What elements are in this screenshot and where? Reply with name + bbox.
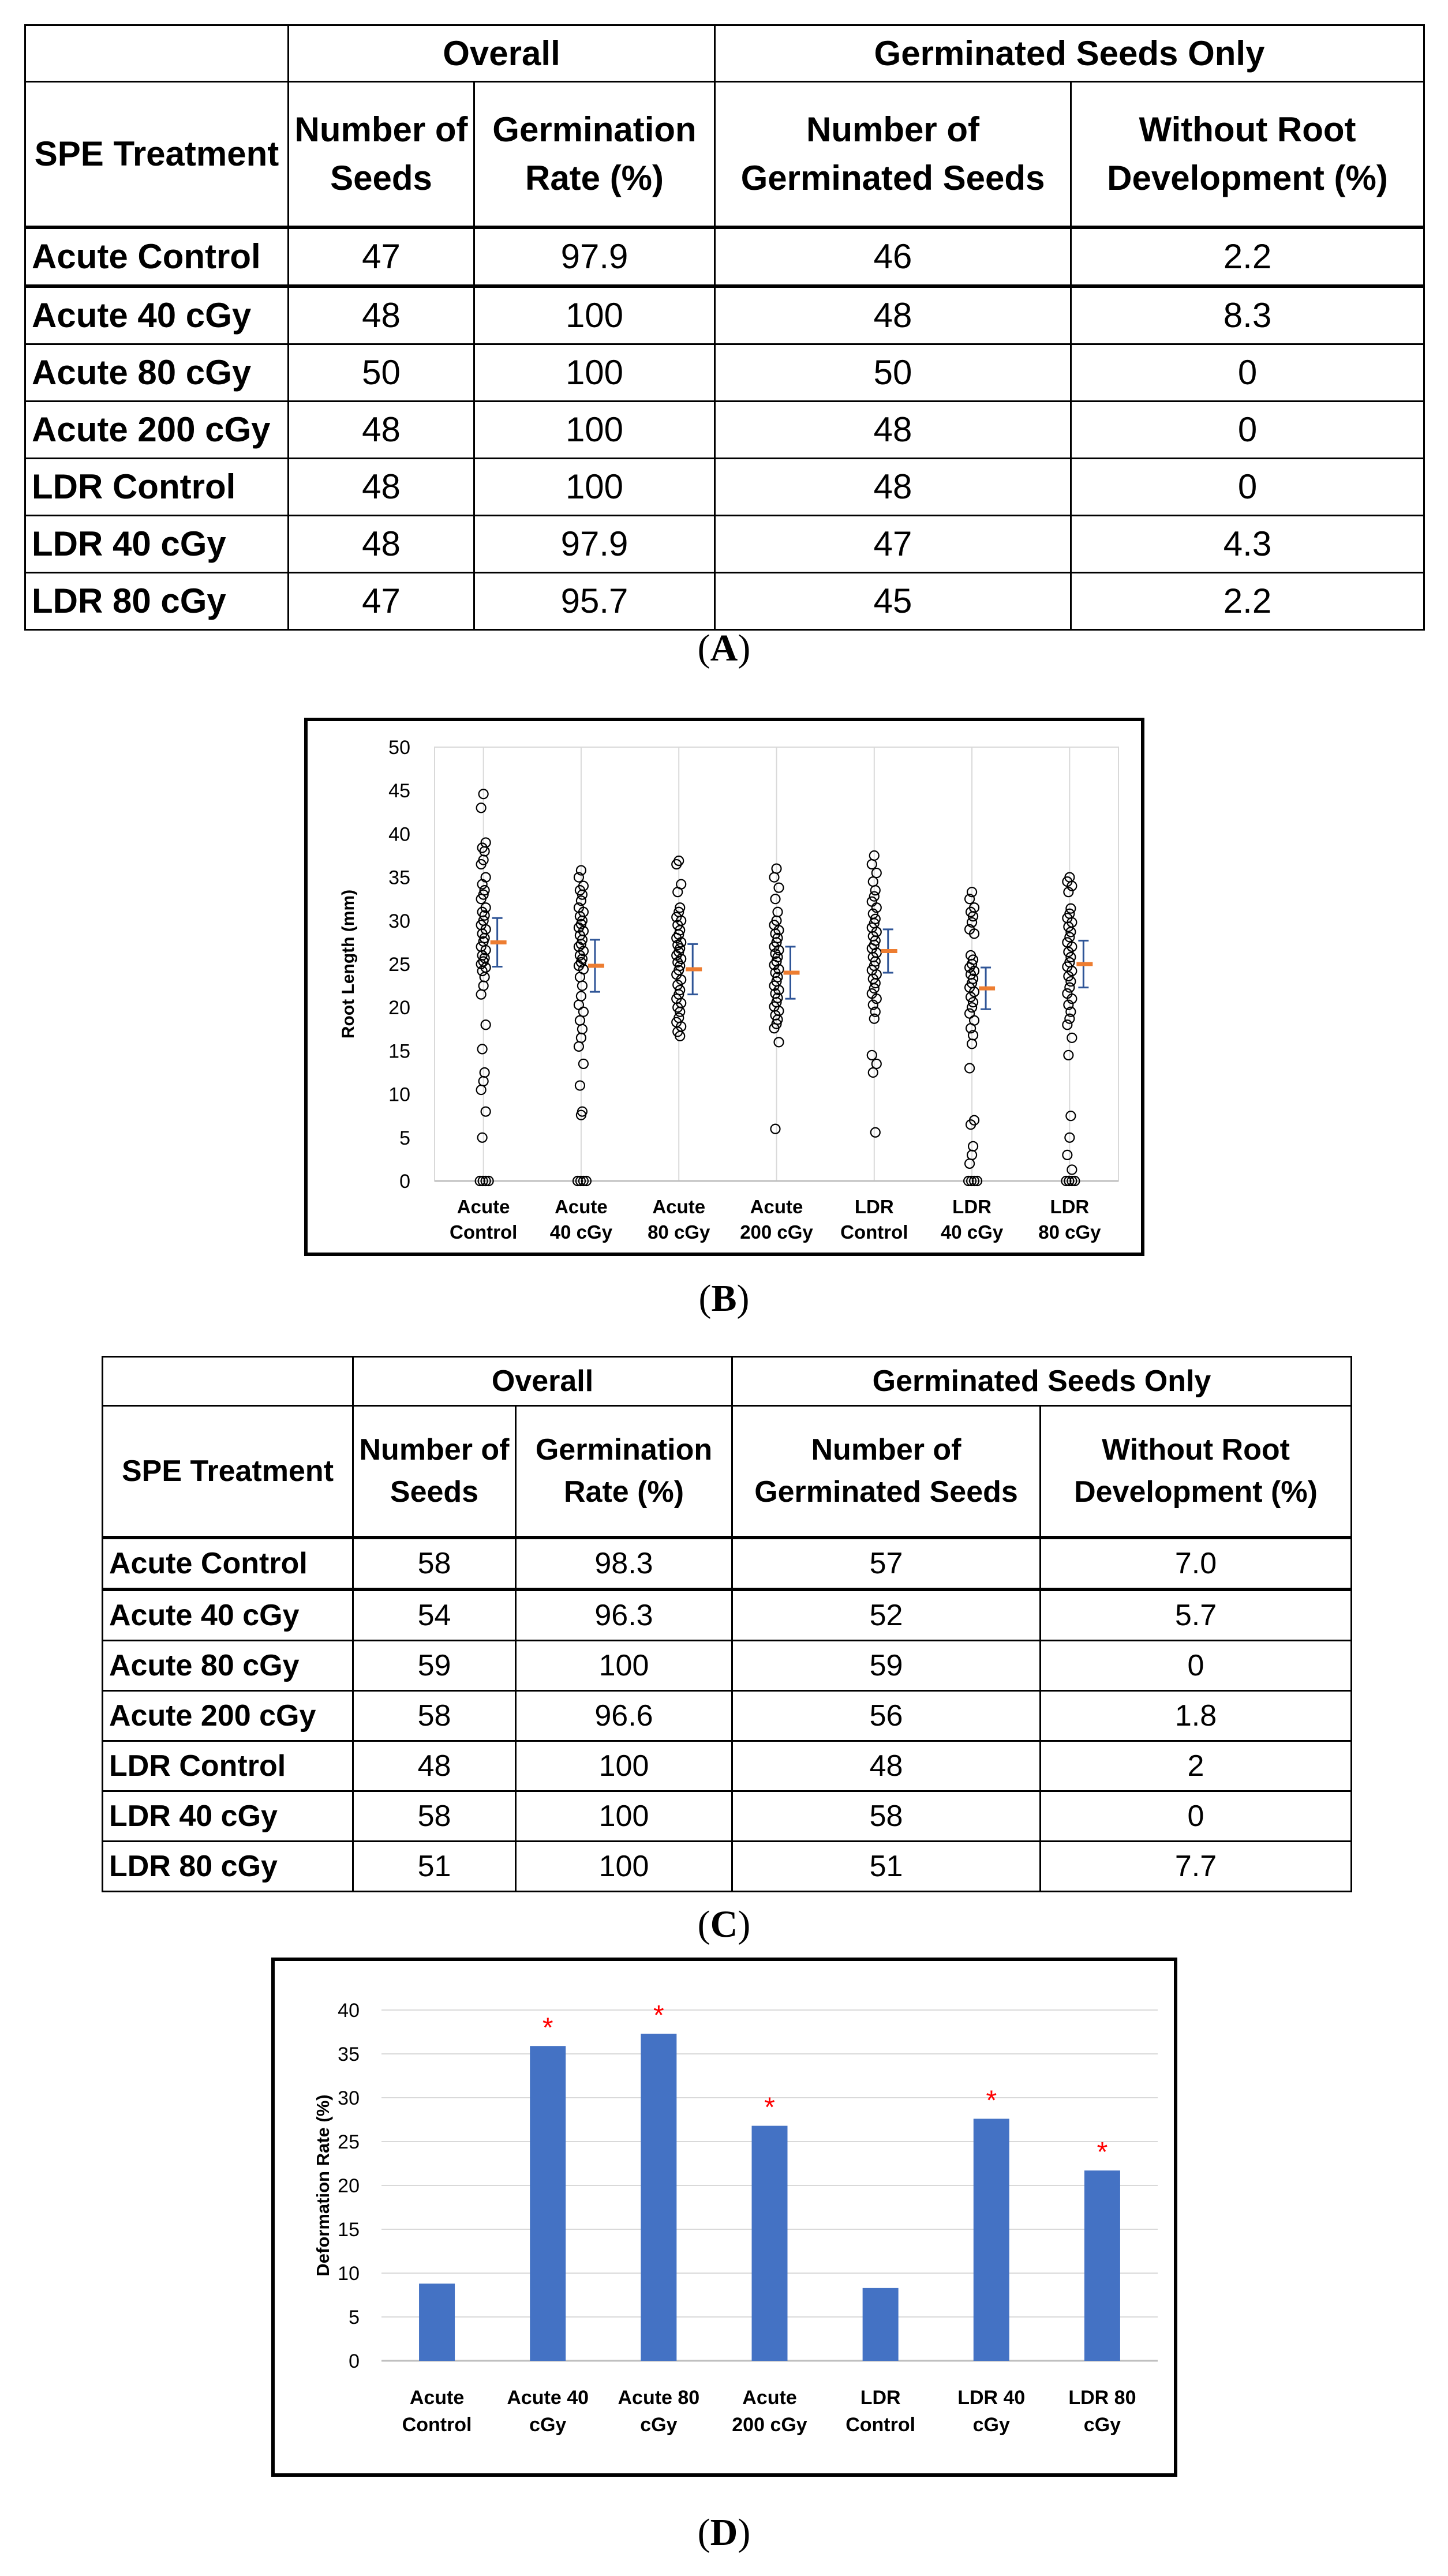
- cell-value: 48: [353, 1741, 516, 1791]
- data-point: [867, 897, 877, 906]
- y-tick-label: 20: [338, 2175, 360, 2197]
- x-tick-label: Acute 80: [618, 2387, 700, 2409]
- data-point: [575, 973, 585, 982]
- x-tick-label: Acute: [409, 2387, 465, 2409]
- cell-value: 100: [516, 1641, 732, 1691]
- table-a-header-germinated: Number of Germinated Seeds: [715, 82, 1071, 228]
- data-point: [478, 1044, 487, 1053]
- x-tick-label: 40 cGy: [940, 1221, 1004, 1243]
- y-tick-label: 0: [349, 2350, 360, 2372]
- row-label: LDR 40 cGy: [25, 516, 289, 573]
- cell-value: 47: [289, 573, 474, 630]
- data-point: [477, 803, 486, 812]
- cell-value: 100: [516, 1741, 732, 1791]
- y-tick-label: 50: [388, 737, 410, 759]
- data-point: [965, 1063, 974, 1073]
- table-row: [25, 227, 1424, 286]
- x-tick-label: Control: [449, 1221, 518, 1243]
- y-tick-label: 5: [399, 1127, 410, 1149]
- row-label: LDR Control: [103, 1741, 353, 1791]
- cell-value: 100: [474, 344, 715, 402]
- data-point: [872, 868, 881, 878]
- cell-value: 7.7: [1041, 1842, 1352, 1892]
- y-axis-title: Deformation Rate (%): [313, 2094, 333, 2277]
- table-row: [103, 1641, 1352, 1691]
- cell-value: 48: [289, 516, 474, 573]
- data-point: [771, 1124, 780, 1134]
- y-tick-label: 30: [388, 910, 410, 932]
- bar: [641, 2034, 676, 2361]
- cell-value: 100: [474, 402, 715, 459]
- chart-b: [304, 718, 1144, 1256]
- significance-star: *: [764, 2092, 775, 2123]
- x-tick-label: Acute: [555, 1196, 608, 1217]
- table-row: [103, 1741, 1352, 1791]
- data-point: [480, 1068, 489, 1077]
- bar: [863, 2288, 899, 2361]
- table-c-body: [103, 1538, 1352, 1892]
- cell-value: 98.3: [516, 1538, 732, 1589]
- data-point: [478, 1133, 487, 1142]
- row-label: Acute 200 cGy: [103, 1691, 353, 1741]
- row-label: Acute 40 cGy: [103, 1589, 353, 1641]
- data-point: [579, 1059, 588, 1068]
- cell-value: 4.3: [1071, 516, 1424, 573]
- root-length-scatter-chart: [308, 721, 1141, 1253]
- cell-value: 50: [289, 344, 474, 402]
- cell-value: 59: [353, 1641, 516, 1691]
- deformation-rate-bar-chart: [275, 1961, 1174, 2473]
- cell-value: 50: [715, 344, 1071, 402]
- table-row: [103, 1589, 1352, 1641]
- x-tick-label: cGy: [972, 2414, 1010, 2436]
- data-point: [575, 1016, 585, 1025]
- data-point: [867, 1051, 877, 1060]
- table-a-group-germinated: Germinated Seeds Only: [715, 25, 1424, 82]
- cell-value: 0: [1041, 1641, 1352, 1691]
- data-point: [773, 908, 783, 917]
- y-tick-label: 25: [338, 2131, 360, 2153]
- cell-value: 58: [353, 1791, 516, 1842]
- x-tick-label: cGy: [1083, 2414, 1121, 2436]
- data-point: [1066, 1111, 1075, 1120]
- x-tick-label: 80 cGy: [648, 1221, 710, 1243]
- cell-value: 51: [732, 1842, 1041, 1892]
- cell-value: 5.7: [1041, 1589, 1352, 1641]
- y-tick-label: 0: [399, 1171, 410, 1193]
- cell-value: 58: [732, 1791, 1041, 1842]
- table-c-header-no-root: Without Root Development (%): [1041, 1406, 1352, 1538]
- cell-value: 95.7: [474, 573, 715, 630]
- x-tick-label: Acute 40: [507, 2387, 589, 2409]
- y-tick-label: 10: [338, 2263, 360, 2285]
- table-row: [25, 573, 1424, 630]
- data-point: [477, 990, 486, 999]
- cell-value: 0: [1071, 344, 1424, 402]
- data-point: [1064, 1051, 1073, 1060]
- x-tick-label: LDR 80: [1068, 2387, 1136, 2409]
- table-a-header-seeds: Number of Seeds: [289, 82, 474, 228]
- y-tick-label: 45: [388, 780, 410, 803]
- x-tick-label: LDR: [1050, 1196, 1090, 1217]
- cell-value: 59: [732, 1641, 1041, 1691]
- table-a-header-treatment: SPE Treatment: [25, 82, 289, 228]
- row-label: Acute 40 cGy: [25, 286, 289, 344]
- panel-label-b: (B): [698, 1277, 750, 1319]
- y-tick-label: 35: [338, 2043, 360, 2065]
- cell-value: 48: [715, 459, 1071, 516]
- table-a-corner: [25, 25, 289, 82]
- y-tick-label: 40: [338, 2000, 360, 2022]
- y-tick-label: 20: [388, 997, 410, 1019]
- table-c-header-treatment: SPE Treatment: [103, 1406, 353, 1538]
- cell-value: 100: [474, 286, 715, 344]
- data-point: [574, 1000, 583, 1010]
- data-point: [578, 981, 587, 991]
- data-point: [575, 1081, 585, 1090]
- cell-value: 52: [732, 1589, 1041, 1641]
- cell-value: 0: [1041, 1791, 1352, 1842]
- cell-value: 2.2: [1071, 227, 1424, 286]
- cell-value: 47: [289, 227, 474, 286]
- significance-star: *: [1097, 2137, 1108, 2168]
- cell-value: 2.2: [1071, 573, 1424, 630]
- bar: [530, 2046, 566, 2361]
- significance-star: *: [653, 2000, 664, 2031]
- data-point: [481, 1107, 491, 1116]
- data-point: [1062, 1020, 1072, 1029]
- table-a-header-germination: Germination Rate (%): [474, 82, 715, 228]
- cell-value: 57: [732, 1538, 1041, 1589]
- bar: [752, 2126, 788, 2361]
- data-point: [481, 1020, 491, 1029]
- x-tick-label: cGy: [640, 2414, 678, 2436]
- table-c-header-germinated: Number of Germinated Seeds: [732, 1406, 1041, 1538]
- panel-label-c: (C): [697, 1903, 751, 1945]
- data-point: [968, 1142, 978, 1151]
- row-label: LDR Control: [25, 459, 289, 516]
- cell-value: 56: [732, 1691, 1041, 1741]
- x-tick-label: LDR: [854, 1196, 894, 1217]
- y-tick-label: 15: [338, 2219, 360, 2241]
- row-label: LDR 80 cGy: [25, 573, 289, 630]
- cell-value: 0: [1071, 402, 1424, 459]
- bar: [419, 2283, 455, 2361]
- x-tick-label: 40 cGy: [549, 1221, 613, 1243]
- cell-value: 2: [1041, 1741, 1352, 1791]
- cell-value: 1.8: [1041, 1691, 1352, 1741]
- x-tick-label: Control: [845, 2414, 916, 2436]
- cell-value: 58: [353, 1538, 516, 1589]
- data-point: [774, 883, 784, 893]
- data-point: [771, 894, 780, 903]
- x-tick-label: LDR: [952, 1196, 991, 1217]
- data-point: [578, 1025, 587, 1034]
- cell-value: 96.3: [516, 1589, 732, 1641]
- data-point: [1067, 1033, 1076, 1043]
- table-a-group-overall: Overall: [289, 25, 715, 82]
- cell-value: 48: [289, 286, 474, 344]
- cell-value: 0: [1071, 459, 1424, 516]
- chart-d: [271, 1958, 1177, 2477]
- cell-value: 45: [715, 573, 1071, 630]
- data-point: [1067, 1165, 1076, 1174]
- y-tick-label: 40: [388, 823, 410, 846]
- data-point: [774, 1037, 784, 1047]
- data-point: [872, 1059, 881, 1068]
- x-tick-label: Control: [840, 1221, 908, 1243]
- table-a-body: [25, 227, 1424, 630]
- x-tick-label: 200 cGy: [732, 2414, 807, 2436]
- data-point: [480, 973, 489, 982]
- cell-value: 7.0: [1041, 1538, 1352, 1589]
- table-row: [25, 402, 1424, 459]
- data-point: [965, 1159, 974, 1168]
- table-row: [103, 1691, 1352, 1741]
- x-tick-label: 200 cGy: [740, 1221, 813, 1243]
- table-c-group-germinated: Germinated Seeds Only: [732, 1357, 1352, 1406]
- table-row: [25, 344, 1424, 402]
- y-tick-label: 30: [338, 2087, 360, 2109]
- table-row: [25, 516, 1424, 573]
- cell-value: 100: [474, 459, 715, 516]
- x-tick-label: cGy: [529, 2414, 567, 2436]
- cell-value: 58: [353, 1691, 516, 1741]
- cell-value: 100: [516, 1791, 732, 1842]
- data-point: [579, 1007, 588, 1017]
- x-tick-label: LDR: [860, 2387, 901, 2409]
- cell-value: 48: [732, 1741, 1041, 1791]
- data-point: [673, 887, 682, 897]
- cell-value: 97.9: [474, 227, 715, 286]
- panel-label-a: (A): [697, 627, 751, 669]
- y-axis-title: Root Length (mm): [339, 889, 358, 1039]
- cell-value: 48: [715, 402, 1071, 459]
- y-tick-label: 25: [388, 954, 410, 976]
- table-c: [102, 1356, 1352, 1892]
- y-tick-label: 5: [349, 2307, 360, 2328]
- x-tick-label: Acute: [750, 1196, 803, 1217]
- cell-value: 54: [353, 1589, 516, 1641]
- table-a-header-no-root: Without Root Development (%): [1071, 82, 1424, 228]
- table-row: [25, 459, 1424, 516]
- data-point: [574, 1042, 583, 1051]
- row-label: Acute Control: [25, 227, 289, 286]
- cell-value: 96.6: [516, 1691, 732, 1741]
- y-tick-label: 10: [388, 1083, 410, 1106]
- table-a: [24, 24, 1425, 631]
- cell-value: 8.3: [1071, 286, 1424, 344]
- data-point: [869, 1068, 878, 1077]
- x-tick-label: Acute: [742, 2387, 797, 2409]
- y-tick-label: 35: [388, 867, 410, 889]
- cell-value: 46: [715, 227, 1071, 286]
- bar: [974, 2118, 1009, 2361]
- row-label: Acute 80 cGy: [103, 1641, 353, 1691]
- table-c-corner: [103, 1357, 353, 1406]
- bar: [1084, 2170, 1120, 2361]
- table-row: [103, 1538, 1352, 1589]
- cell-value: 51: [353, 1842, 516, 1892]
- x-tick-label: 80 cGy: [1038, 1221, 1101, 1243]
- table-c-group-overall: Overall: [353, 1357, 732, 1406]
- row-label: LDR 40 cGy: [103, 1791, 353, 1842]
- table-row: [103, 1791, 1352, 1842]
- x-tick-label: Acute: [457, 1196, 510, 1217]
- x-tick-label: Control: [402, 2414, 472, 2436]
- data-point: [869, 877, 878, 886]
- row-label: Acute 80 cGy: [25, 344, 289, 402]
- data-point: [770, 873, 779, 882]
- table-c-header-seeds: Number of Seeds: [353, 1406, 516, 1538]
- y-tick-label: 15: [388, 1040, 410, 1063]
- row-label: Acute 200 cGy: [25, 402, 289, 459]
- cell-value: 48: [715, 286, 1071, 344]
- data-point: [965, 1009, 974, 1018]
- x-tick-label: LDR 40: [957, 2387, 1026, 2409]
- data-point: [871, 1128, 880, 1137]
- cell-value: 47: [715, 516, 1071, 573]
- row-label: Acute Control: [103, 1538, 353, 1589]
- data-point: [1062, 1150, 1072, 1160]
- table-c-header-germination: Germination Rate (%): [516, 1406, 732, 1538]
- significance-star: *: [542, 2012, 553, 2043]
- panel-label-d: (D): [697, 2511, 751, 2553]
- data-point: [867, 860, 877, 869]
- table-row: [103, 1842, 1352, 1892]
- cell-value: 48: [289, 459, 474, 516]
- cell-value: 48: [289, 402, 474, 459]
- cell-value: 100: [516, 1842, 732, 1892]
- table-row: [25, 286, 1424, 344]
- row-label: LDR 80 cGy: [103, 1842, 353, 1892]
- significance-star: *: [986, 2085, 997, 2116]
- x-tick-label: Acute: [652, 1196, 706, 1217]
- cell-value: 97.9: [474, 516, 715, 573]
- data-point: [477, 1085, 486, 1094]
